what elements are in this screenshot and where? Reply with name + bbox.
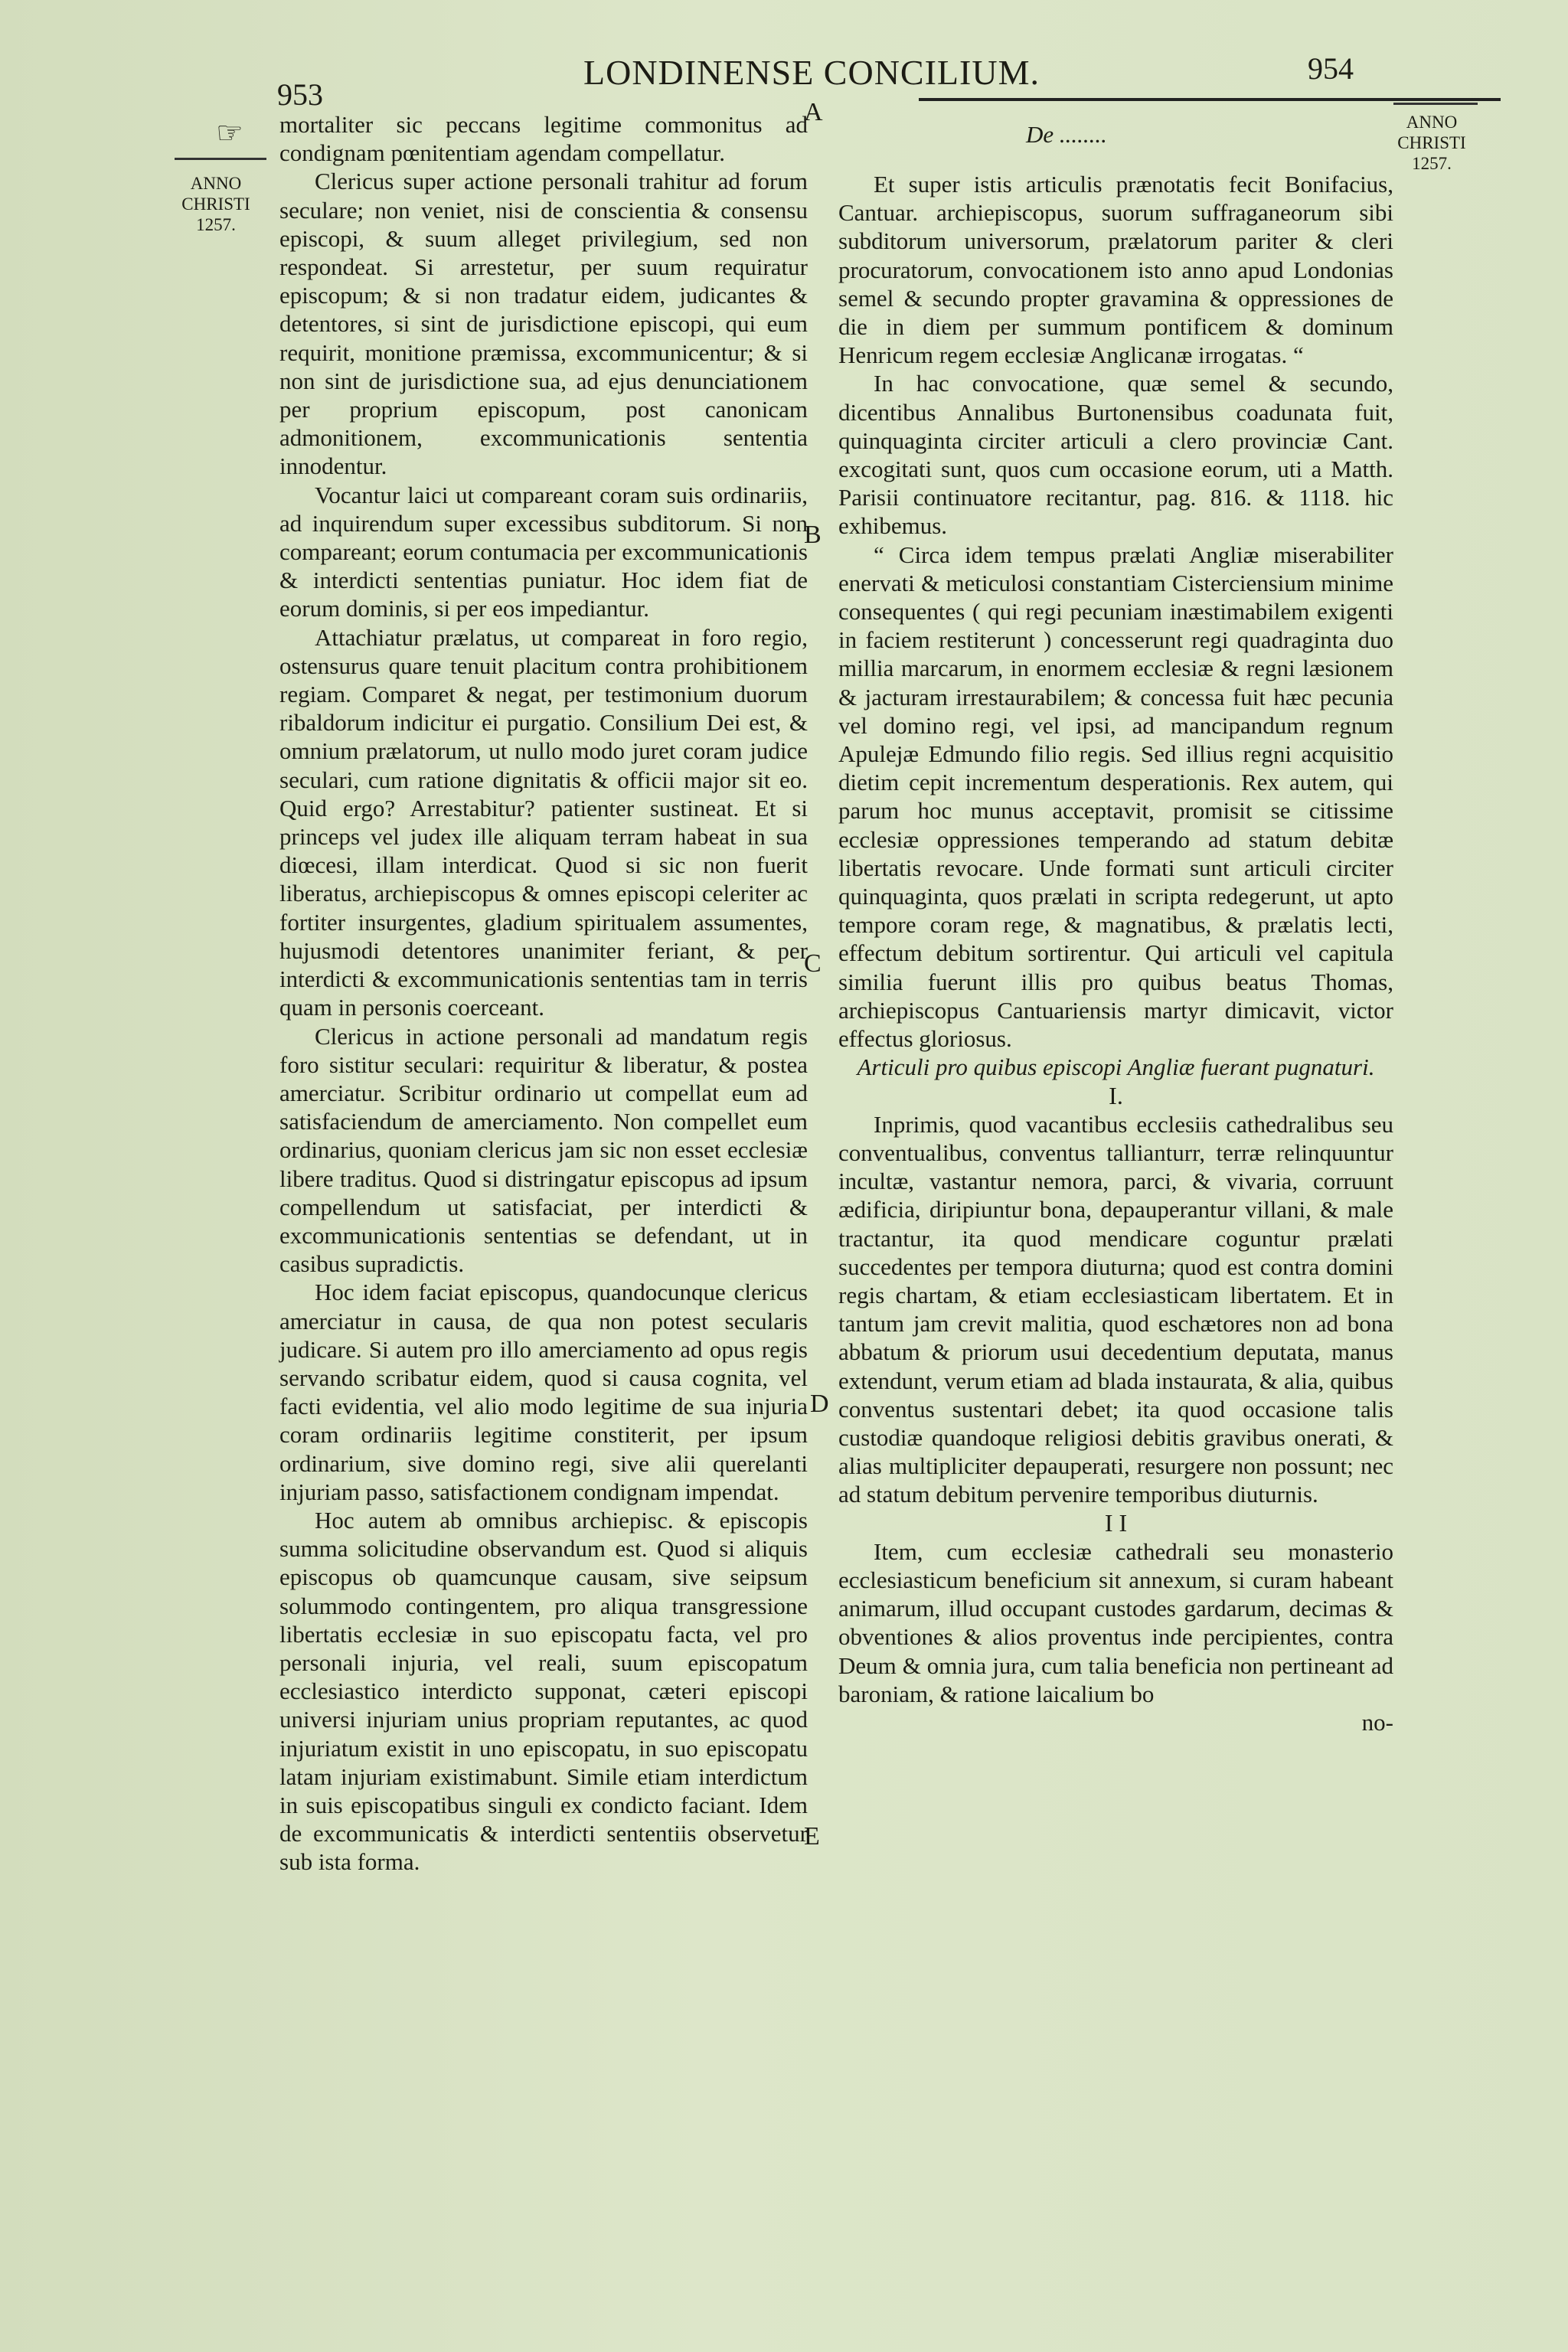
page-number-right: 954 bbox=[1308, 51, 1354, 86]
running-header-title: LONDINENSE CONCILIUM. bbox=[583, 53, 1040, 92]
margin-rule-right bbox=[1393, 103, 1478, 105]
paragraph: Hoc idem faciat episcopus, quandocunque clericus amerciatur in causa, de qua non potest secularis judicare. Si autem pro illo amerciamento ad opus regis servando scribatur eidem, quod si causa cognita, vel facti evidentia, vel alio modo legitime de sua injuria coram ordinariis legitime constiterit, per ipsum ordinarium, sive domino regi, sive alii querelanti injuriam passo, satisfactionem condignam impendat. bbox=[279, 1279, 808, 1505]
paragraph: Inprimis, quod vacantibus ecclesiis cathedralibus seu conventualibus, conventus tallianturr, terræ relinquuntur incultæ, vastantur nemora, parci, & vivaria, corruunt ædificia, diripiuntur bona, depauperantur villani, & male tractantur, ita quod mendicare coguntur prælati succedentes per tempora diuturna; quod est contra domini regis chartam, & etiam ecclesiasticam libertatem. Et in tantum jam crevit malitia, quod eschætores non ad bona abbatum & priorum usui decedentium deputata, manus extendunt, verum etiam ad blada instaurata, & alia, quibus conventus sustentari debet; ita quod occasione talis custodiæ quandoque religiosi debitis gravibus onerati, & alias multipliciter depauperati, resurgere non possunt; nec ad statum debitum pervenire temporibus diuturnis. bbox=[838, 1110, 1393, 1508]
section-mark-e: E bbox=[804, 1822, 820, 1851]
article-number: I. bbox=[1109, 1081, 1123, 1109]
paragraph: Item, cum ecclesiæ cathedrali seu monasterio ecclesiasticum beneficium sit annexum, si curam habeant animarum, illud occupant custodes gardarum, decimas & obventiones & alios proventus inde percipientes, contra Deum & omnia jura, cum talia beneficia non pertineant ad baroniam, & ratione laicalium bo bbox=[838, 1537, 1393, 1707]
margin-anno-left: ANNO bbox=[190, 174, 242, 193]
section-mark-c: C bbox=[804, 949, 822, 978]
paragraph: In hac convocatione, quæ semel & secundo, dicentibus Annalibus Burtonensibus coadunata fuit, quinquaginta circiter articuli a clero provinciæ Cant. excogitati sunt, quos cum occasione eorum, uti a Matth. Parisii continuatore recitantur, pag. 816. & 1118. hic exhibemus. bbox=[838, 370, 1393, 540]
section-title: Articuli pro quibus episcopi Angliæ fuerant pugnaturi. bbox=[857, 1054, 1375, 1081]
paragraph: Hoc autem ab omnibus archiepisc. & episcopis summa solicitudine observandum est. Quod si aliquis episcopus ob quamcunque causam, sive seipsum solummodo contingentem, pro aliqua transgressione libertatis ecclesiæ in suo episcopatu facta, vel pro personali injuria, vel reali, suum episcopatum ecclesiastico interdicto supponat, cæteri episcopi universi injuriam unius propriam reputantes, ac quod injuriatum existit in uno episcopatu, in suo episcopatu latam injuriam existimabunt. Simile etiam interdictum in suis episcopatibus singuli ex condicto faciant. Idem de excommunicatis & interdicti sententiis observetur sub ista forma. bbox=[279, 1506, 808, 1876]
page-number-left: 953 bbox=[277, 77, 323, 112]
margin-note-left bbox=[162, 173, 270, 235]
paragraph: Clericus in actione personali ad mandatum regis foro sistitur seculari: requiritur & liberatur, & postea amerciatur. Scribitur ordinario ut compellat eum ad satisfaciendum de amerciamento. Non compellet eum ordinarius, quoniam clericus jam sic non esset ecclesiæ libere traditus. Quod si distringatur episcopus ad ipsum compellendum ut satisfaciat, per interdicti & excommunicationis sententias se defendant, ut in casibus supradictis. bbox=[279, 1022, 808, 1278]
paragraph: mortaliter sic peccans legitime commonitus ad condignam pœnitentiam agendam compellatur. bbox=[279, 111, 808, 167]
margin-christi-right: CHRISTI bbox=[1397, 133, 1466, 152]
paragraph: Et super istis articulis prænotatis fecit Bonifacius, Cantuar. archiepiscopus, suorum suffraganeorum sibi subditorum universorum, prælatorum pariter & cleri procuratorum, convocationem isto anno apud Londonias semel & secundo propter gravamina & oppressiones de die in diem per summum pontificem & dominum Henricum regem ecclesiæ Anglicanæ irrogatas. “ bbox=[838, 171, 1393, 369]
right-text-column bbox=[838, 170, 1393, 1736]
margin-note-right bbox=[1378, 112, 1485, 174]
margin-year-left: 1257. bbox=[196, 215, 236, 234]
section-mark-b: B bbox=[804, 521, 822, 549]
paragraph: Clericus super actione personali trahitur ad forum seculare; non veniet, nisi de conscientia & consensu episcopi, & suum alleget privilegium, sed non respondeat. Si arrestetur, per suum requiratur episcopum; & si non tradatur eidem, judicantes & detentores, si sint de jurisdictione episcopi, qui eum requirit, monitione præmissa, excommunicentur; & si non sint de jurisdictione sua, ad ejus denunciationem per proprium episcopum, post canonicam admonitionem, excommunicationis sententia innodentur. bbox=[279, 168, 808, 480]
paragraph: Vocantur laici ut compareant coram suis ordinariis, ad inquirendum super excessibus subditorum. Si non compareant; eorum contumacia per excommunicationis & interdicti sententias puniatur. Hoc idem fiat de eorum dominis, si per eos impediantur. bbox=[279, 481, 808, 622]
margin-anno-right: ANNO bbox=[1406, 113, 1458, 132]
left-text-column bbox=[279, 110, 808, 1877]
section-mark-d: D bbox=[810, 1390, 829, 1418]
margin-christi-left: CHRISTI bbox=[181, 194, 250, 214]
paragraph: Attachiatur prælatus, ut compareat in foro regio, ostensurus quare tenuit placitum contra prohibitionem regiam. Comparet & negat, per testimonium duorum ribaldorum indicitur ei purgatio. Consilium Dei est, & omnium prælatorum, ut nullo modo juret coram judice seculari, cum ratione dignitatis & officii major sit eo. Quid ergo? Arrestabitur? patienter sustineat. Et si princeps vel judex ille aliquam terram habeat in sua diœcesi, illam interdicat. Quod si sic non fuerit liberatus, archiepiscopus & omnes episcopi celeriter ac fortiter insurgentes, gladium spiritualem assumentes, hujusmodi detentores unanimiter feriant, & per interdicti & excommunicationis sententias tam in terris quam in personis coerceant. bbox=[279, 623, 808, 1021]
de-heading: De ........ bbox=[1026, 121, 1107, 148]
catchword: no- bbox=[1361, 1708, 1393, 1736]
article-number: I I bbox=[1104, 1508, 1128, 1537]
section-mark-a: A bbox=[804, 98, 823, 126]
paragraph: “ Circa idem tempus prælati Angliæ miserabiliter enervati & meticulosi constantiam Cisterciensium minime consequentes ( qui regi pecuniam inæstimabilem exigenti in faciem restiterunt ) concesserunt regi quadraginta duo millia marcarum, in enormem ecclesiæ & regni læsionem & jacturam irrestaurabilem; & concessa fuit hæc pecunia vel domino regi, vel ipsi, ad mancipandum regnum Apulejæ Edmundo filio regis. Sed illius regni acquisitio dietim cepit incrementum desperationis. Rex autem, qui parum hoc munus acceptavit, promisit se citissime ecclesiæ oppressiones temperando ad statum debitæ libertatis revocare. Unde formati sunt articuli circiter quinquaginta, quos prælati in scripta redegerunt, ut apto tempore coram rege, & magnatibus, & prælatis lecti, effectum debitum sortirentur. Qui articuli vel capitula similia fuerunt illis pro quibus beatus Thomas, archiepiscopus Cantuariensis martyr dimicavit, victor effectus gloriosus. bbox=[838, 541, 1393, 1053]
margin-year-right: 1257. bbox=[1412, 154, 1452, 173]
header-rule bbox=[919, 98, 1501, 101]
pointing-hand-icon: ☞ bbox=[216, 116, 243, 150]
margin-rule-left bbox=[175, 158, 266, 160]
